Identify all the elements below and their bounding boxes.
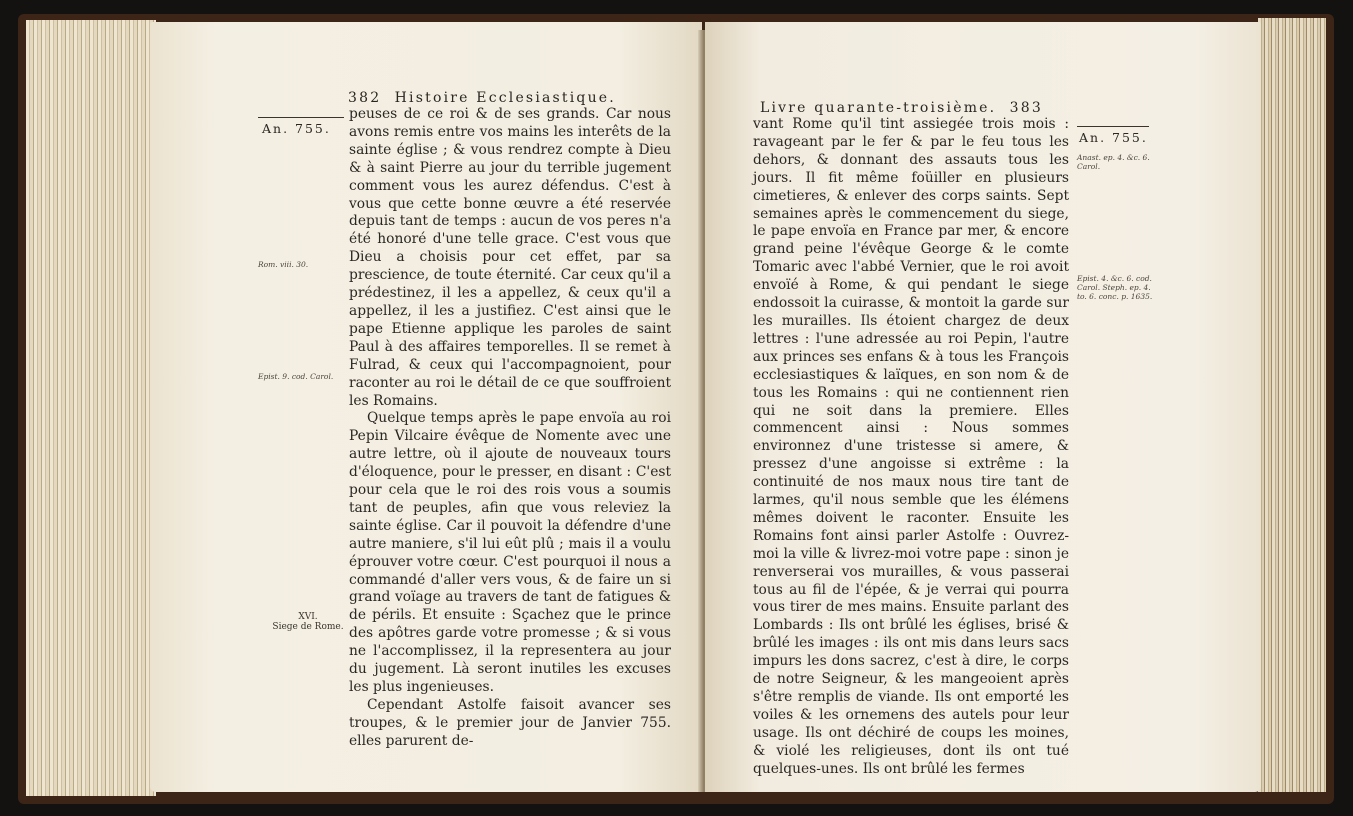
right-running-title: Livre quarante-troisième. <box>760 100 997 116</box>
right-margin-note-2: Epist. 4. &c. 6. cod. Carol. Steph. ep. 4. to. 6. conc. p. 1635. <box>1077 274 1153 301</box>
left-page-number: 382 <box>348 90 382 106</box>
left-margin-note-1: Rom. viii. 30. <box>258 260 309 269</box>
right-paragraph-1: vant Rome qu'il tint assiegée trois mois : ravageant par le fer & par le feu tous les dehors, & donnant des assauts tous les jours. Il fit même foüiller en plusieurs cimetieres, & enlever des corps saints. Sept semaines après le commencement du siege, le pape envoïa en France par mer, & encore grand peine l'évêque George & le comte Tomaric avec l'abbé Vernier, que le roi avoit envoïé à Rome, & qui pendant le siege endossoit la cuirasse, & montoit la garde sur les murailles. Ils étoient chargez de deux lettres : l'une adressée au roi Pepin, l'autre aux princes ses enfans & à tous les François ecclesiastiques & laïques, en son nom & de tous les Romains : qui ne contiennent rien qui ne soit dans la premiere. Elles commencent ainsi : Nous sommes environnez d'une tristesse si amere, & pressez d'une angoisse si extrême : la continuité de nos maux nous tire tant de larmes, qu'il nous semble que les élémens mêmes doivent le raconter. Ensuite les Romains font ainsi parler Astolfe : Ouvrez-moi la ville & livrez-moi votre pape : sinon je renverserai vos murailles, & vous passerai tous au fil de l'épée, & je verrai qui pourra vous tirer de mes mains. Ensuite parlant des Lombards : Ils ont brûlé les églises, brisé & brûlé les images : ils ont mis dans leurs sacs impurs les dons sacrez, c'est à dire, le corps de notre Seigneur, & les mangeoient après s'être remplis de viande. Ils ont emporté les voiles & les ornemens des autels pour leur usage. Ils ont déchiré de coups les moines, & violé les religieuses, dont ils ont tué quelques-unes. Ils ont brûlé les fermes <box>753 116 1069 777</box>
left-margin-year: An. 755. <box>262 121 331 136</box>
left-paragraph-1: peuses de ce roi & de ses grands. Car nous avons remis entre vos mains les interêts de la sainte église ; & vous rendrez compte à Dieu & à saint Pierre au jour du terrible jugement comment vous les aurez défendus. C'est à vous que cette bonne œuvre a été reservée depuis tant de temps : aucun de vos peres n'a été honoré d'une telle grace. C'est vous que Dieu a choisis pour cet effet, par sa prescience, de toute éternité. Car ceux qu'il a prédestinez, il les a appellez, & ceux qu'il a appellez, il les a justifiez. C'est ainsi que le pape Etienne applique les paroles de saint Paul à des affaires temporelles. Il se remet à Fulrad, & ceux qui l'accompagnoient, pour raconter au roi le détail de ce que souffroient les Romains. <box>349 106 671 409</box>
right-margin-rule <box>1077 126 1149 127</box>
left-running-head <box>348 90 616 106</box>
page-edges-left <box>26 20 156 796</box>
section-title: Siege de Rome. <box>272 622 344 632</box>
left-page <box>150 22 702 792</box>
right-margin-note-1: Anast. ep. 4. &c. 6. Carol. <box>1077 153 1150 171</box>
right-page-number: 383 <box>1009 100 1043 116</box>
left-margin-rule <box>258 117 344 118</box>
page-edges-right <box>1258 18 1326 792</box>
left-paragraph-2: Quelque temps après le pape envoïa au roi Pepin Vilcaire évêque de Nomente avec une autre lettre, où il ajoute de nouveaux tours d'éloquence, pour le presser, en disant : C'est pour cela que le roi des rois vous a soumis tant de peuples, afin que vous releviez la sainte église. Car il pouvoit la défendre d'une autre maniere, s'il lui eût plû ; mais il a voulu éprouver votre cœur. C'est pourquoi il nous a commandé d'aller vers vous, & de faire un si grand voïage au travers de tant de fatigues & de périls. Et ensuite : Sçachez que le prince des apôtres garde votre promesse ; & si vous ne l'accomplissez, il la representera au jour du jugement. Là seront inutiles les excuses les plus ingenieuses. <box>349 410 671 695</box>
right-page <box>705 22 1261 792</box>
left-paragraph-3: Cependant Astolfe faisoit avancer ses troupes, & le premier jour de Janvier 755. elles parurent de- <box>349 696 671 749</box>
right-body-text <box>753 116 1069 779</box>
left-margin-note-2: Epist. 9. cod. Carol. <box>258 372 334 381</box>
right-running-head <box>760 100 1043 116</box>
section-marker <box>268 612 348 632</box>
left-body-text <box>349 106 671 751</box>
right-margin-year: An. 755. <box>1079 130 1148 145</box>
left-running-title: Histoire Ecclesiastique. <box>394 90 616 106</box>
section-number: XVI. <box>298 612 318 622</box>
